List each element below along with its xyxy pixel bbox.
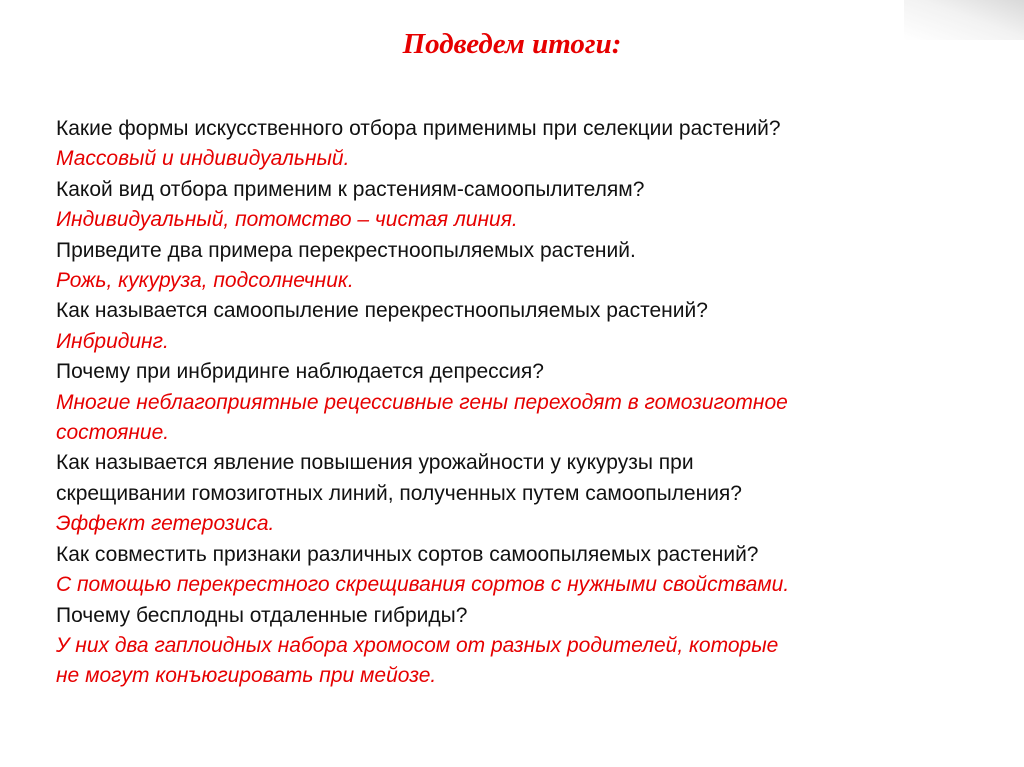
question-line: Какие формы искусственного отбора применимы при селекции растений? bbox=[56, 117, 781, 140]
qa-item bbox=[56, 236, 996, 297]
answer-line: У них два гаплоидных набора хромосом от разных родителей, которые bbox=[56, 633, 779, 657]
question-line: Как называется явление повышения урожайности у кукурузы при bbox=[56, 451, 694, 475]
qa-item bbox=[56, 296, 996, 357]
qa-list bbox=[56, 114, 996, 692]
qa-item bbox=[56, 357, 996, 448]
qa-item bbox=[56, 540, 996, 601]
qa-item bbox=[56, 114, 996, 175]
answer-line: Рожь, кукуруза, подсолнечник. bbox=[56, 269, 354, 293]
qa-item bbox=[56, 601, 996, 692]
qa-item bbox=[56, 448, 996, 539]
question-line: Какой вид отбора применим к растениям-самоопылителям? bbox=[56, 177, 645, 201]
question-line: скрещивании гомозиготных линий, полученных путем самоопыления? bbox=[56, 481, 742, 505]
question-line: Почему бесплодны отдаленные гибриды? bbox=[56, 603, 468, 627]
answer-line: С помощью перекрестного скрещивания сортов с нужными свойствами. bbox=[56, 573, 790, 597]
qa-item bbox=[56, 175, 996, 236]
question-line: Почему при инбридинге наблюдается депрессия? bbox=[56, 360, 544, 384]
question-line: Приведите два примера перекрестноопыляемых растений. bbox=[56, 238, 636, 262]
answer-line: не могут конъюгировать при мейозе. bbox=[56, 664, 437, 688]
page-title: Подведем итоги: bbox=[402, 28, 622, 60]
answer-line: Массовый и индивидуальный. bbox=[56, 147, 350, 171]
answer-line: Многие неблагоприятные рецессивные гены переходят в гомозиготное bbox=[56, 390, 788, 414]
answer-line: Инбридинг. bbox=[56, 329, 169, 353]
answer-line: Индивидуальный, потомство – чистая линия. bbox=[56, 208, 518, 232]
answer-line: Эффект гетерозиса. bbox=[56, 512, 275, 536]
answer-line: состояние. bbox=[56, 421, 170, 445]
question-line: Как называется самоопыление перекрестноопыляемых растений? bbox=[56, 299, 708, 323]
question-line: Как совместить признаки различных сортов самоопыляемых растений? bbox=[56, 542, 759, 566]
